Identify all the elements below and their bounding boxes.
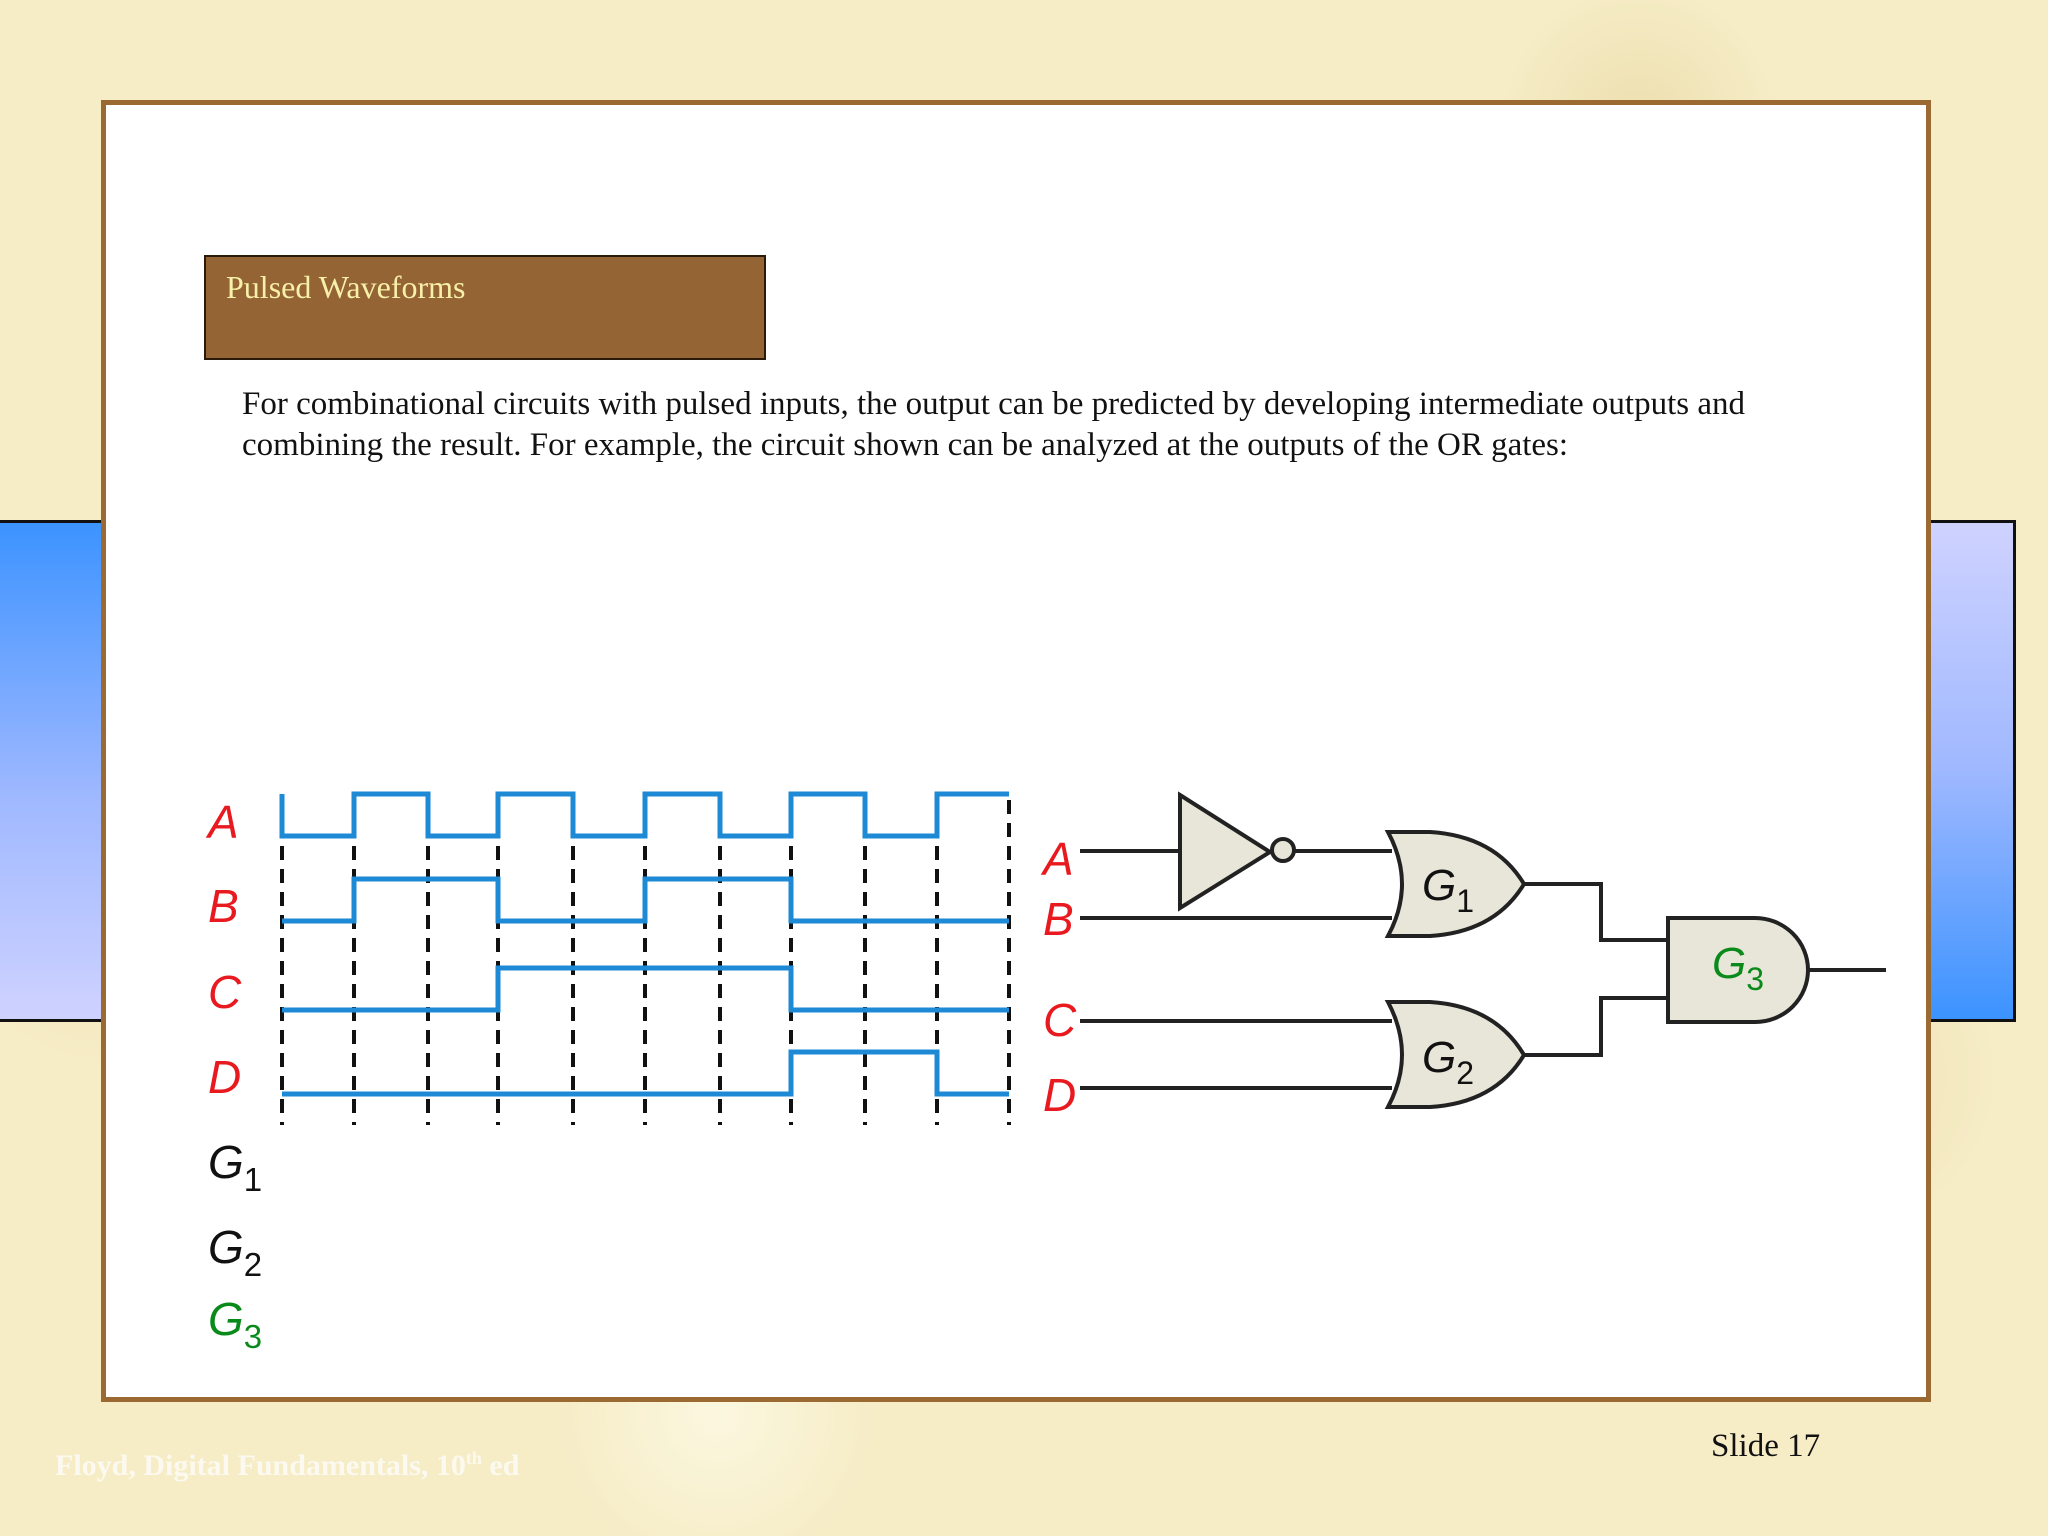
timing-gridlines bbox=[282, 800, 1009, 1125]
body-line-1: For combinational circuits with pulsed inputs, the output can be predicted by developing intermediate outputs and bbox=[242, 386, 1745, 422]
circuit-input-b: B bbox=[1043, 893, 1074, 945]
circuit-schematic bbox=[1080, 795, 1886, 1107]
wire-g2-out bbox=[1524, 998, 1668, 1055]
gate-label-g1: $G_1$ bbox=[1422, 861, 1475, 919]
waveform-labels bbox=[205, 796, 262, 1355]
footer-citation bbox=[55, 1448, 519, 1483]
inverter-bubble bbox=[1272, 839, 1294, 861]
circuit-input-a: A bbox=[1043, 833, 1074, 885]
wave-label-b: B bbox=[208, 880, 239, 932]
footer-sup: th bbox=[465, 1448, 482, 1468]
wave-label-g1: $G_1$ bbox=[208, 1136, 263, 1198]
body-line-2: combining the result. For example, the circuit shown can be analyzed at the outputs of the OR gates: bbox=[242, 427, 1569, 463]
waveform-a bbox=[282, 794, 1009, 836]
wave-label-c: C bbox=[208, 966, 242, 1018]
footer-end: ed bbox=[481, 1449, 520, 1482]
inverter-gate bbox=[1180, 795, 1270, 908]
wave-label-g3: $G_3$ bbox=[208, 1293, 263, 1355]
gate-label-g3: $G_3$ bbox=[1712, 939, 1765, 997]
circuit-input-d: D bbox=[1043, 1069, 1077, 1121]
slide-title: Pulsed Waveforms bbox=[226, 269, 466, 305]
wire-g1-out bbox=[1524, 884, 1668, 940]
wave-label-g2: $G_2$ bbox=[208, 1221, 263, 1283]
waveform-b bbox=[282, 879, 1009, 921]
circuit-input-c: C bbox=[1043, 994, 1077, 1046]
slide-number: Slide 17 bbox=[1711, 1428, 1821, 1464]
gate-label-g2: $G_2$ bbox=[1422, 1033, 1475, 1091]
wave-label-a: A bbox=[208, 796, 239, 848]
wave-label-d: D bbox=[208, 1051, 242, 1103]
footer-main: Floyd, Digital Fundamentals, 10 bbox=[55, 1449, 466, 1482]
